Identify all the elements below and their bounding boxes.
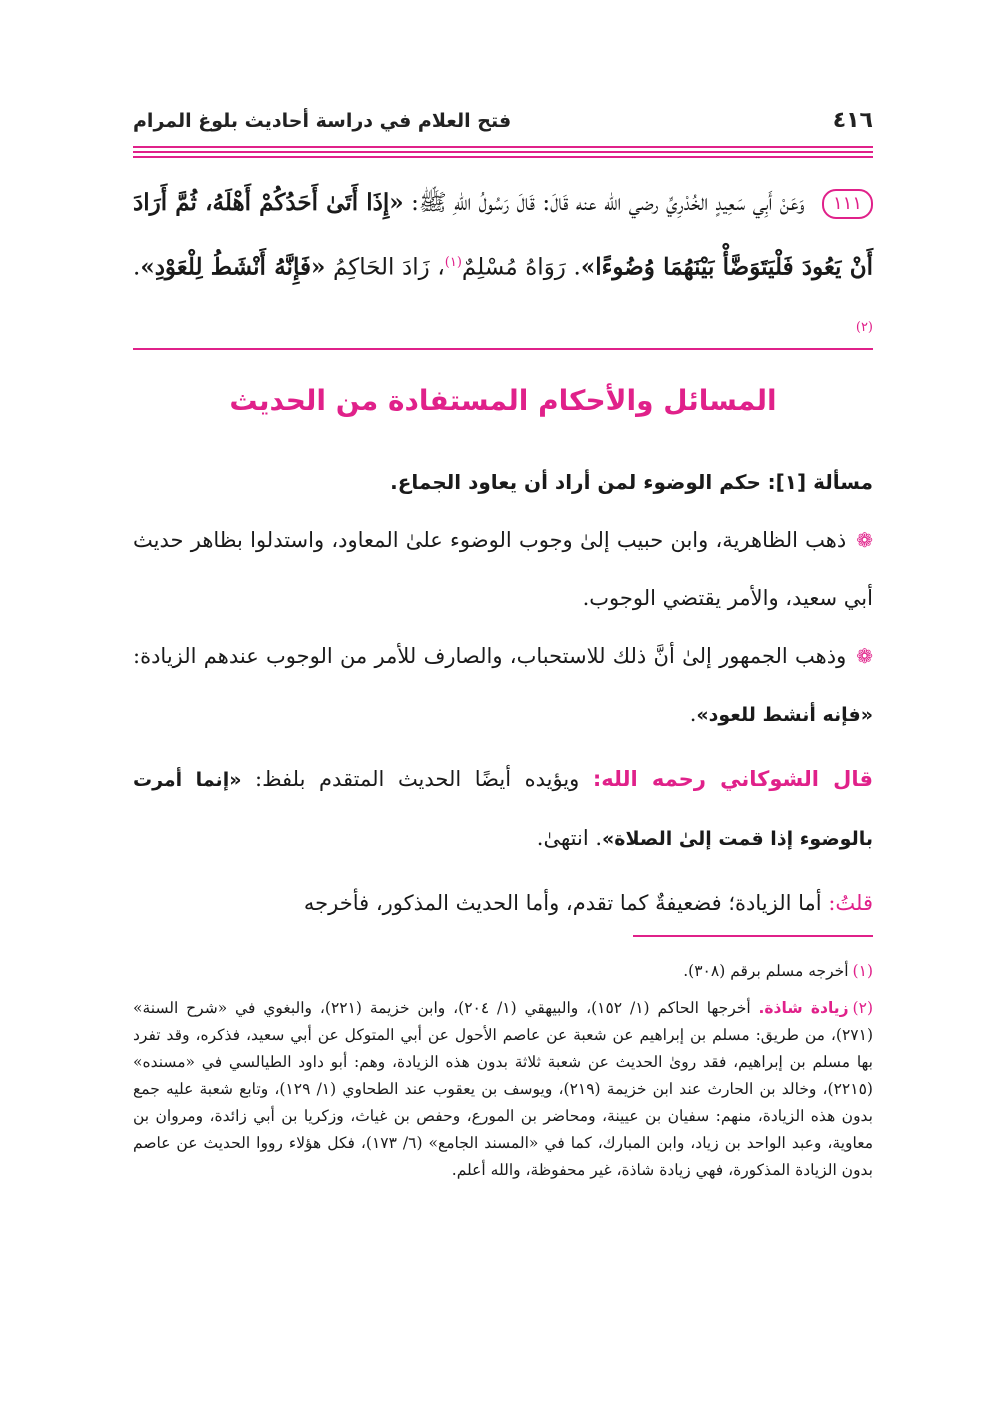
issue-title: حكم الوضوء لمن أراد أن يعاود الجماع. <box>390 470 761 494</box>
header-rule <box>133 151 873 153</box>
hadith-block: ١١١ وَعَنْ أَبِي سَعِيدٍ الخُدْرِيِّ رضي الله عنه قَالَ: قَالَ رَسُولُ اللهِ ﷺ: «إِذَا أَتَىٰ أَحَدُكُمْ أَهْلَهُ، ثُمَّ أَرَادَ أَنْ يَعُودَ فَلْيَتَوَضَّأْ بَيْنَهُمَا وُضُوءًا». رَوَاهُ مُسْلِمٌ$^{(١)}$، زَادَ الحَاكِمُ «فَإِنَّهُ أَنْشَطُ لِلْعَوْدِ».$^{(٢)}$ <box>133 189 874 335</box>
paragraph-3-text: ويؤيده أيضًا الحديث المتقدم بلفظ: <box>255 767 580 791</box>
hadith-divider <box>133 348 873 350</box>
footnote-1-text: أخرجه مسلم برقم (٣٠٨). <box>683 962 849 980</box>
paragraph-3-label: قال الشوكاني رحمه الله: <box>592 767 873 791</box>
paragraph-2-quote: «فإنه أنشط للعود» <box>696 704 873 726</box>
footnote-divider <box>633 935 873 937</box>
footnote-2 <box>133 995 873 1184</box>
book-title: فتح العلام في دراسة أحاديث بلوغ المرام <box>133 110 512 132</box>
footnote-ref-2[interactable]: (٢) <box>855 319 873 335</box>
hadith-text: «إِذَا أَتَىٰ أَحَدُكُمْ أَهْلَهُ، ثُمَّ أَرَادَ أَنْ يَعُودَ فَلْيَتَوَضَّأْ بَيْنَهُمَا وُضُوءًا» <box>133 189 874 281</box>
issue-line <box>133 453 873 511</box>
footnote-2-number: (٢) <box>852 999 873 1017</box>
paragraph-1-text: ذهب الظاهرية، وابن حبيب إلىٰ وجوب الوضوء علىٰ المعاود، واستدلوا بظاهر حديث أبي سعيد، والأمر يقتضي الوجوب. <box>133 528 873 610</box>
footnote-2-text: أخرجها الحاكم (١/ ١٥٢)، والبيهقي (١/ ٢٠٤)، وابن خزيمة (٢٢١)، والبغوي في «شرح السنة» (٢٧١)، من طريق: مسلم بن إبراهيم عن شعبة عن عاصم الأحول عن أبي المتوكل عن أبي سعيد، فذكره، وقد تفرد بها مسلم بن إبراهيم، فقد روىٰ الحديث عن شعبة ثلاثة بدون هذه الزيادة، وهم: أبو داود الطيالسي في «مسنده» (٢٢١٥)، وخالد بن الحارث عند ابن خزيمة (٢١٩)، ويوسف بن يعقوب عند الطحاوي (١/ ١٢٩)، وتابع شعبة عليه جمع بدون هذه الزيادة، منهم: سفيان بن عيينة، ومحاضر بن المورع، وحفص بن غياث، وزكريا بن أبي زائدة، ومروان بن معاوية، وعبد الواحد بن زياد، وابن المبارك، كما في «المسند الجامع» (٦/ ١٧٣)، فكل هؤلاء رووا الحديث عن عاصم بدون الزيادة المذكورة، فهي زيادة شاذة، غير محفوظة، والله أعلم. <box>133 999 873 1179</box>
paragraph-3-end: . انتهىٰ. <box>536 826 603 850</box>
paragraph-1 <box>133 511 873 627</box>
main-body <box>133 453 873 932</box>
paragraph-3-quote: «إنما أمرت بالوضوء إذا قمت إلىٰ الصلاة» <box>133 769 873 850</box>
flower-icon: ❁ <box>856 528 873 552</box>
hadith-number-badge: ١١١ <box>822 189 873 219</box>
footnote-1 <box>133 958 873 985</box>
paragraph-4 <box>133 874 873 932</box>
page-header <box>133 108 873 140</box>
header-rule <box>133 146 873 148</box>
page-number: ٤١٦ <box>832 108 873 133</box>
paragraph-2: ❁وذهب الجمهور إلىٰ أنَّ ذلك للاستحباب، والصارف للأمر من الوجوب عندهم الزيادة: «فإنه أنشط للعود». <box>133 644 873 726</box>
hadith-intro: وَعَنْ أَبِي سَعِيدٍ الخُدْرِيِّ رضي الله عنه قَالَ: قَالَ رَسُولُ اللهِ ﷺ: <box>411 190 805 216</box>
hadith-addition-intro: ، زَادَ الحَاكِمُ <box>332 254 445 281</box>
footnote-2-heading: زيادة شاذة. <box>758 999 849 1017</box>
section-heading: المسائل والأحكام المستفادة من الحديث <box>229 384 777 417</box>
footnote-ref-1[interactable]: (١) <box>444 255 462 270</box>
footnote-1-number: (١) <box>852 962 873 980</box>
paragraph-2-text: وذهب الجمهور إلىٰ أنَّ ذلك للاستحباب، والصارف للأمر من الوجوب عندهم الزيادة: <box>133 644 847 668</box>
header-rule <box>133 156 873 158</box>
flower-icon: ❁ <box>856 644 873 668</box>
paragraph-4-label: قلتُ: <box>828 891 873 915</box>
hadith-addition: «فَإِنَّهُ أَنْشَطُ لِلْعَوْدِ» <box>140 253 326 281</box>
paragraph-3 <box>133 750 873 868</box>
issue-label: مسألة [١]: <box>767 470 873 494</box>
paragraph-4-text: أما الزيادة؛ فضعيفةٌ كما تقدم، وأما الحديث المذكور، فأخرجه <box>303 891 822 915</box>
footnotes <box>133 958 873 1194</box>
hadith-narration: . رَوَاهُ مُسْلِمٌ <box>461 254 581 281</box>
